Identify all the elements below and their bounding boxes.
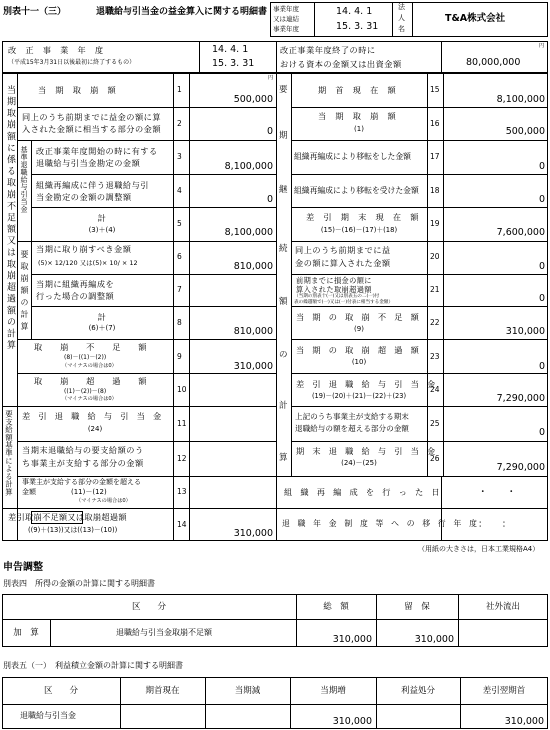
right-vertical-char: 期 [279, 131, 288, 141]
right-vertical-char: の [279, 350, 288, 360]
row-4-value: 0 [266, 194, 273, 205]
row-22-value: 310,000 [505, 326, 545, 337]
row-1-no: 1 [177, 85, 182, 94]
t4-retained: 310,000 [414, 634, 454, 645]
capital-label-2: おける資本の金額又は出資金額 [280, 59, 402, 69]
t4-table [2, 594, 548, 647]
right-vertical-char: 額 [279, 297, 288, 307]
fy-label: 改 正 事 業 年 度 [8, 45, 104, 55]
form-number: 別表十一（三） [3, 7, 67, 17]
fy-note: （平成15年3月31日以後最初に終了するもの） [8, 59, 136, 66]
pension-year-value: ： ： [478, 519, 512, 530]
row-18-value: 0 [538, 194, 545, 205]
right-vertical-char: 継 [279, 185, 288, 195]
row-3-value: 8,100,000 [224, 161, 273, 172]
company-name: T&A株式会社 [445, 13, 506, 24]
left-vertical-payment: 要支給額基準による計算 [4, 410, 14, 496]
row-1-value: 500,000 [233, 94, 273, 105]
t5-increase: 310,000 [332, 716, 372, 727]
row-14-value: 310,000 [233, 528, 273, 539]
row-9-value: 310,000 [233, 361, 273, 372]
t4-title: 別表四 所得の金額の計算に関する明細書 [3, 579, 155, 588]
t4-total: 310,000 [332, 634, 372, 645]
highlight-box [31, 511, 83, 524]
right-vertical-char: 計 [279, 401, 288, 411]
reorg-date-label: 組 織 再 編 成 を 行 っ た 日 [284, 487, 440, 497]
capital-value: 80,000,000 [466, 57, 521, 68]
form-title: 退職給与引当金の益金算入に関する明細書 [96, 7, 268, 17]
row-2-value: 0 [266, 126, 273, 137]
row-26-value: 7,290,000 [496, 462, 545, 473]
left-vertical-main: 当期取崩額に係る取崩不足額又は取崩超過額の計算 [5, 85, 15, 352]
left-vertical-should: 要取崩額の計算 [20, 250, 29, 334]
adjust-heading: 申告調整 [3, 562, 43, 573]
row-24-value: 7,290,000 [496, 393, 545, 404]
row-17-value: 0 [538, 161, 545, 172]
reorg-date-value: ・ ・ [478, 487, 517, 498]
row-8-value: 810,000 [233, 326, 273, 337]
capital-label-1: 改正事業年度終了の時に [280, 45, 376, 55]
right-vertical-char: 続 [279, 244, 288, 254]
row-5-value: 8,100,000 [224, 227, 273, 238]
row-25-value: 0 [538, 427, 545, 438]
left-vertical-reserve: 基準退職給与引当金 [20, 146, 28, 213]
pension-year-label: 退 職 年 金 制 度 等 へ の 移 行 年 度 [282, 519, 477, 528]
row-1-label: 当 期 取 崩 額 [38, 85, 117, 95]
row-15-value: 8,100,000 [496, 94, 545, 105]
paper-note: （用紙の大きさは，日本工業規格A4） [418, 545, 540, 553]
right-vertical-char: 算 [279, 453, 288, 463]
t5-next-balance: 310,000 [504, 716, 544, 727]
row-6-value: 810,000 [233, 261, 273, 272]
right-vertical-char: 要 [279, 85, 288, 95]
period-end: 15. 3. 31 [336, 21, 379, 32]
period-start: 14. 4. 1 [336, 6, 373, 17]
t5-title: 別表五（一） 利益積立金額の計算に関する明細書 [3, 661, 183, 670]
row-19-value: 7,600,000 [496, 227, 545, 238]
period-box [270, 2, 548, 37]
row-16-value: 500,000 [505, 126, 545, 137]
fy-end: 15. 3. 31 [212, 58, 255, 69]
row-20-value: 0 [538, 261, 545, 272]
row-23-value: 0 [538, 361, 545, 372]
fy-start: 14. 4. 1 [212, 44, 249, 55]
row-21-value: 0 [538, 293, 545, 304]
